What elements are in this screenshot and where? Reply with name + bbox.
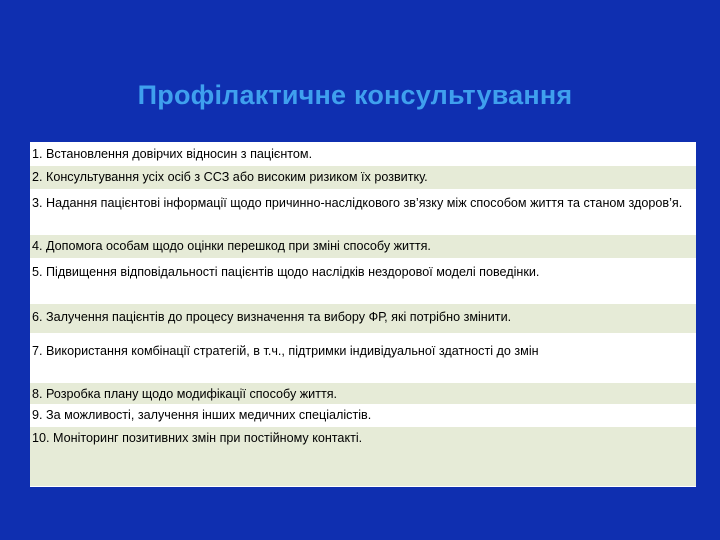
list-item bbox=[30, 405, 696, 427]
list-item-text: 10. Моніторинг позитивних змін при постійному контакті. bbox=[32, 431, 363, 445]
list-item-text: 8. Розробка плану щодо модифікації способу життя. bbox=[32, 387, 338, 401]
list-item bbox=[30, 190, 696, 235]
list-item-text: 7. Використання комбінації стратегій, в т.ч., підтримки індивідуальної здатності до змін bbox=[32, 344, 539, 358]
list-item-text: 1. Встановлення довірчих відносин з пацієнтом. bbox=[32, 147, 313, 161]
list-item-text: 6. Залучення пацієнтів до процесу визначення та вибору ФР, які потрібно змінити. bbox=[32, 310, 512, 324]
consulting-steps-list bbox=[30, 142, 696, 487]
list-item bbox=[30, 427, 696, 487]
list-item-text: 9. За можливості, залучення інших медичних спеціалістів. bbox=[32, 408, 372, 422]
list-item-text: 2. Консультування усіх осіб з ССЗ або високим ризиком їх розвитку. bbox=[32, 170, 428, 184]
list-item bbox=[30, 334, 696, 383]
list-item bbox=[30, 304, 696, 334]
slide-title: Профілактичне консультування bbox=[137, 80, 573, 110]
list-item-text: 5. Підвищення відповідальності пацієнтів щодо наслідків нездорової моделі поведінки. bbox=[32, 265, 540, 279]
list-item bbox=[30, 235, 696, 259]
list-item bbox=[30, 143, 696, 166]
list-item bbox=[30, 259, 696, 304]
list-item-text: 3. Надання пацієнтові інформації щодо причинно-наслідкового зв’язку між способом життя та станом здоров’я. bbox=[32, 196, 683, 210]
list-item bbox=[30, 383, 696, 405]
list-item-text: 4. Допомога особам щодо оцінки перешкод при зміні способу життя. bbox=[32, 239, 431, 253]
list-item bbox=[30, 166, 696, 190]
